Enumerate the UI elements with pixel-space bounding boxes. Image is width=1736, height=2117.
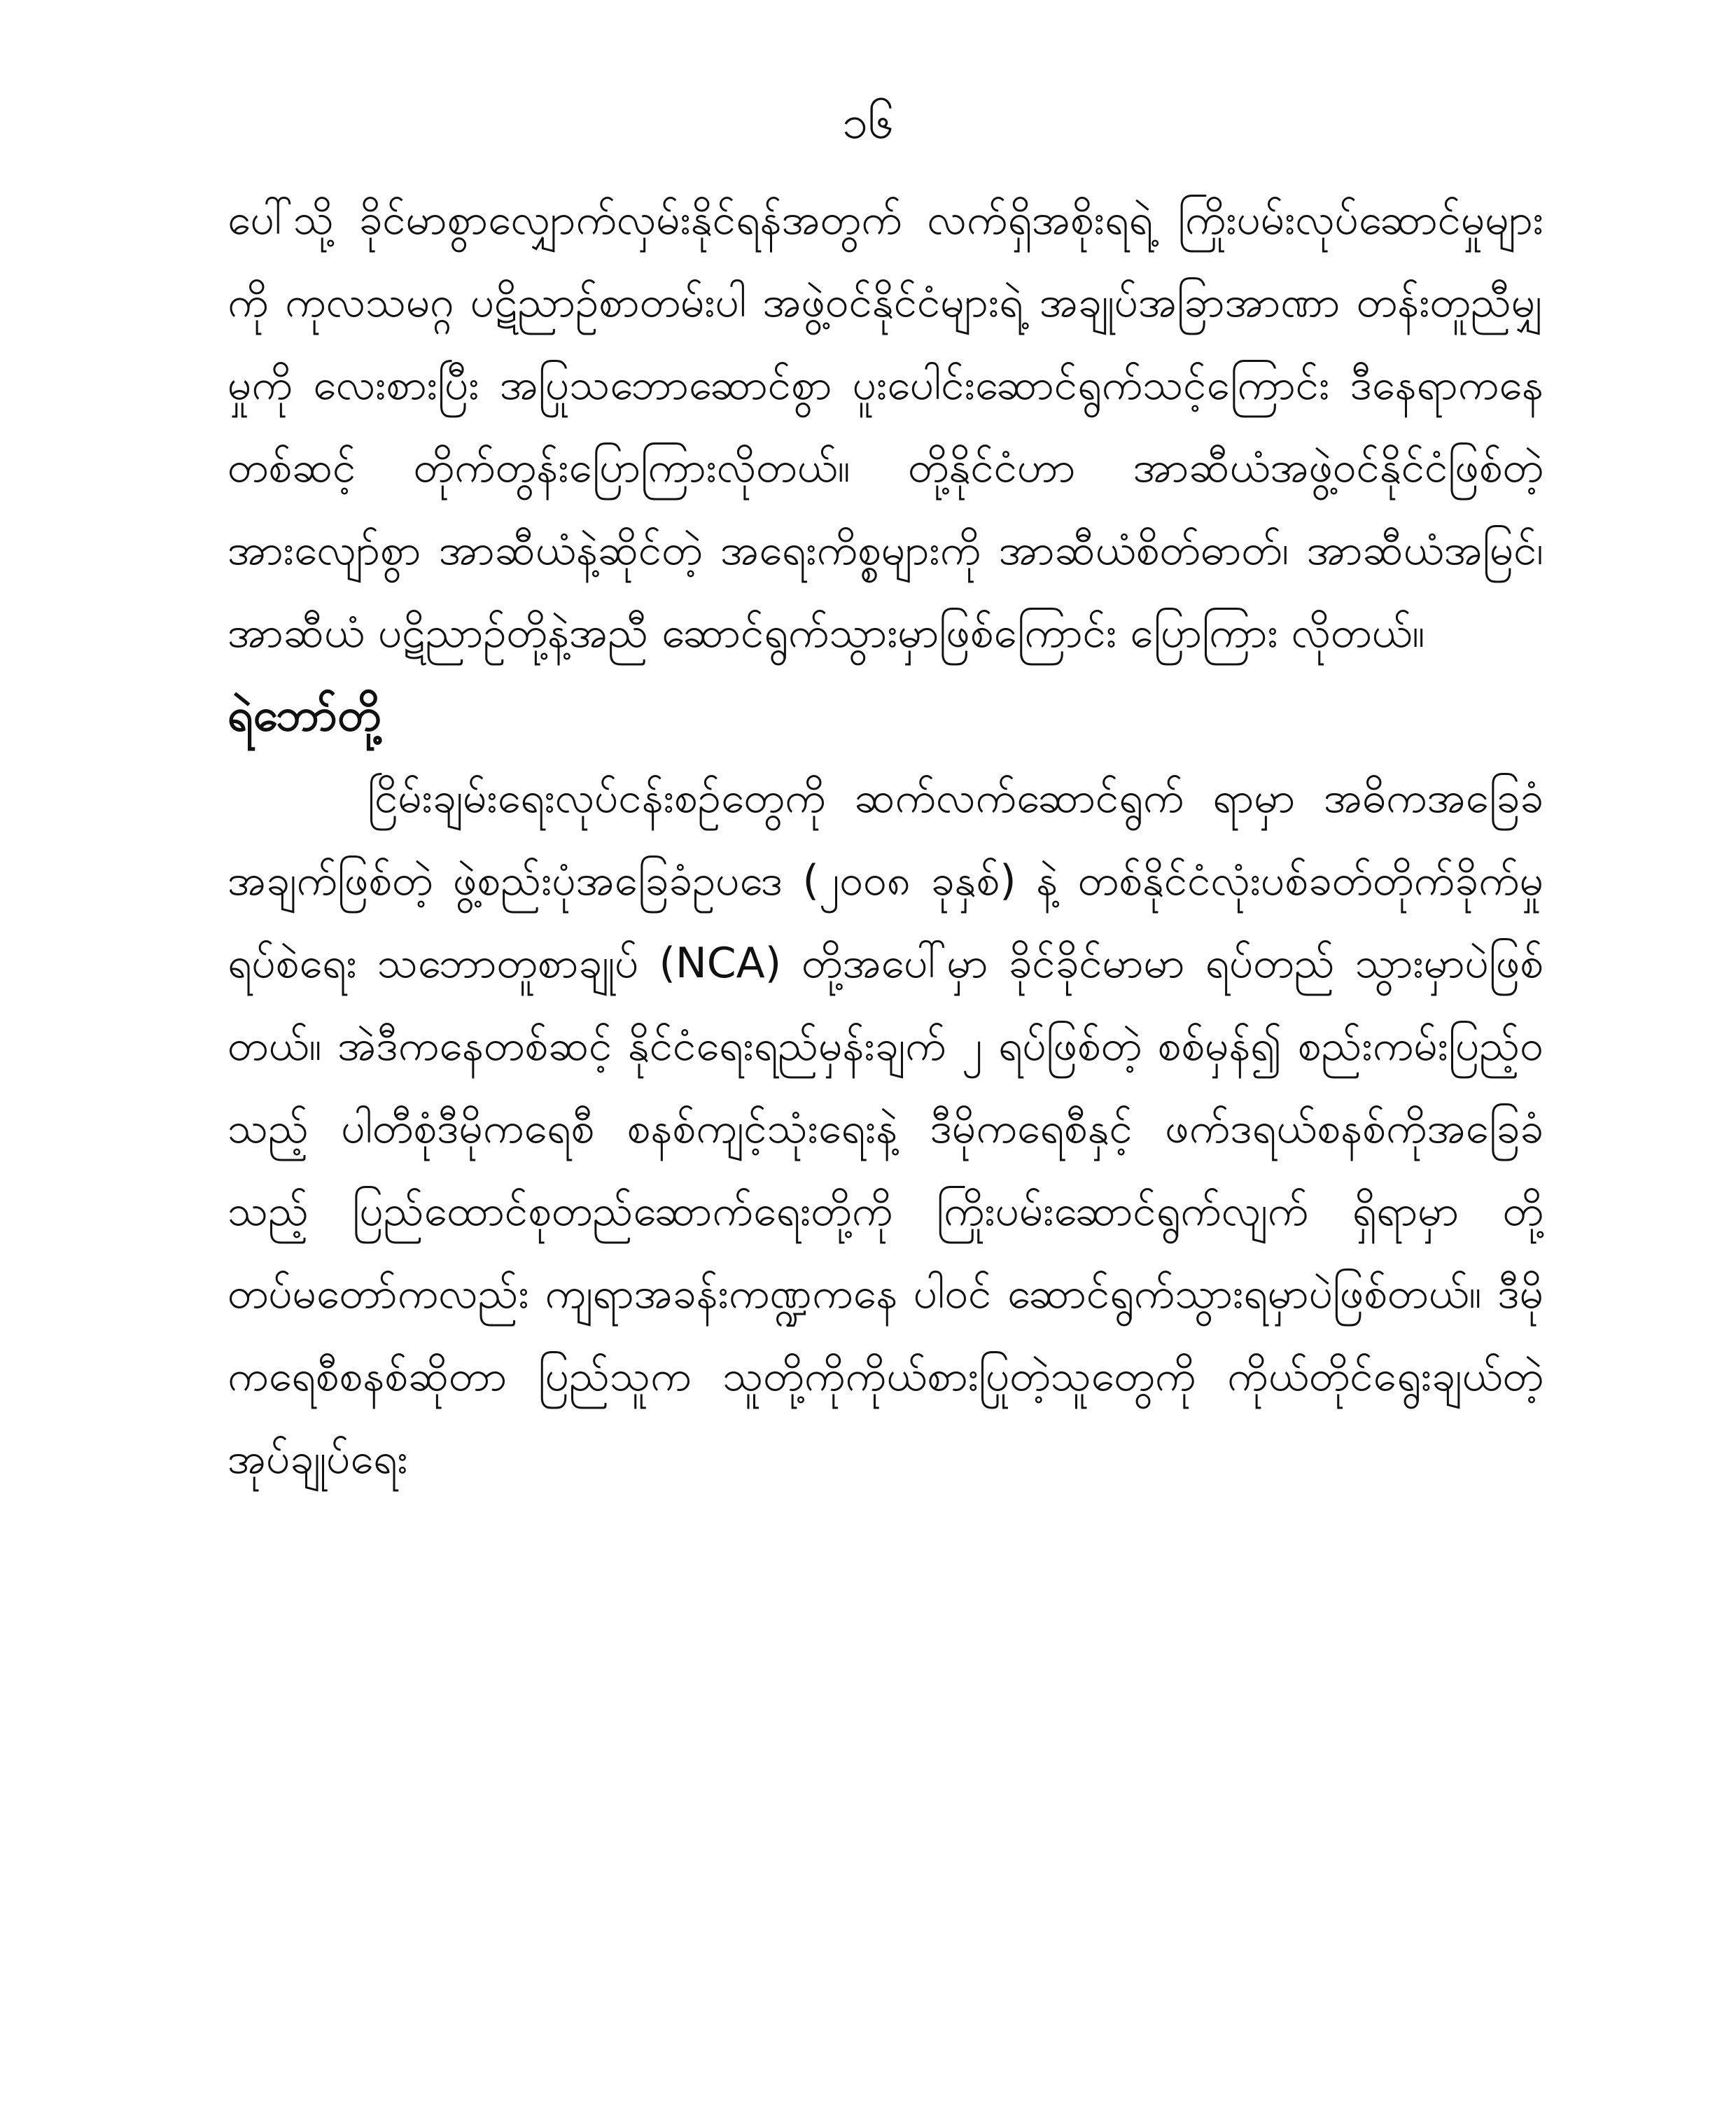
body-paragraph: ငြိမ်းချမ်းရေးလုပ်ငန်းစဉ်တွေကို ဆက်လက်ဆောင်ရွက် ရာမှာ အဓိကအခြေခံအချက်ဖြစ်တဲ့ ဖွဲ့စည်းပုံအခြေခံဥပဒေ (၂၀၀၈ ခုနှစ်) နဲ့ တစ်နိုင်ငံလုံးပစ်ခတ်တိုက်ခိုက်မှုရပ်စဲရေး သဘောတူစာချုပ် (NCA) တို့အပေါ်မှာ ခိုင်ခိုင်မာမာ ရပ်တည် သွားမှာပဲဖြစ်တယ်။ အဲဒီကနေတစ်ဆင့် နိုင်ငံရေးရည်မှန်းချက် ၂ ရပ်ဖြစ်တဲ့ စစ်မှန်၍ စည်းကမ်းပြည့်ဝသည့် ပါတီစုံဒီမိုကရေစီ စနစ်ကျင့်သုံးရေးနဲ့ ဒီမိုကရေစီနှင့် ဖက်ဒရယ်စနစ်ကိုအခြေခံသည့် ပြည်ထောင်စုတည်ဆောက်ရေးတို့ကို ကြိုးပမ်းဆောင်ရွက်လျက် ရှိရာမှာ တို့တပ်မတော်ကလည်း ကျရာအခန်းကဏ္ဍကနေ ပါဝင် ဆောင်ရွက်သွားရမှာပဲဖြစ်တယ်။ ဒီမိုကရေစီစနစ်ဆိုတာ ပြည်သူက သူတို့ကိုကိုယ်စားပြုတဲ့သူတွေကို ကိုယ်တိုင်ရွေးချယ်တဲ့ အုပ်ချုပ်ရေး bbox=[227, 774, 1544, 1483]
page-number: ၁၆ bbox=[841, 95, 895, 149]
section-heading: ရဲဘော်တို့ bbox=[227, 690, 382, 741]
document-body bbox=[227, 179, 1544, 1500]
intro-paragraph: ပေါ်သို့ ခိုင်မာစွာလျှောက်လှမ်းနိုင်ရန်အတွက် လက်ရှိအစိုးရရဲ့ ကြိုးပမ်းလုပ်ဆောင်မှုများကို ကုလသမဂ္ဂ ပဋိညာဉ်စာတမ်းပါ အဖွဲ့ဝင်နိုင်ငံများရဲ့ အချုပ်အခြာအာဏာ တန်းတူညီမျှမှုကို လေးစားပြီး အပြုသဘောဆောင်စွာ ပူးပေါင်းဆောင်ရွက်သင့်ကြောင်း ဒီနေရာကနေတစ်ဆင့် တိုက်တွန်းပြောကြားလိုတယ်။ တို့နိုင်ငံဟာ အာဆီယံအဖွဲ့ဝင်နိုင်ငံဖြစ်တဲ့ အားလျော်စွာ အာဆီယံနဲ့ဆိုင်တဲ့ အရေးကိစ္စများကို အာဆီယံစိတ်ဓာတ်၊ အာဆီယံအမြင်၊ အာဆီယံ ပဋိညာဉ်တို့နဲ့အညီ ဆောင်ရွက်သွားမှာဖြစ်ကြောင်း ပြောကြား လိုတယ်။ bbox=[227, 195, 1544, 657]
